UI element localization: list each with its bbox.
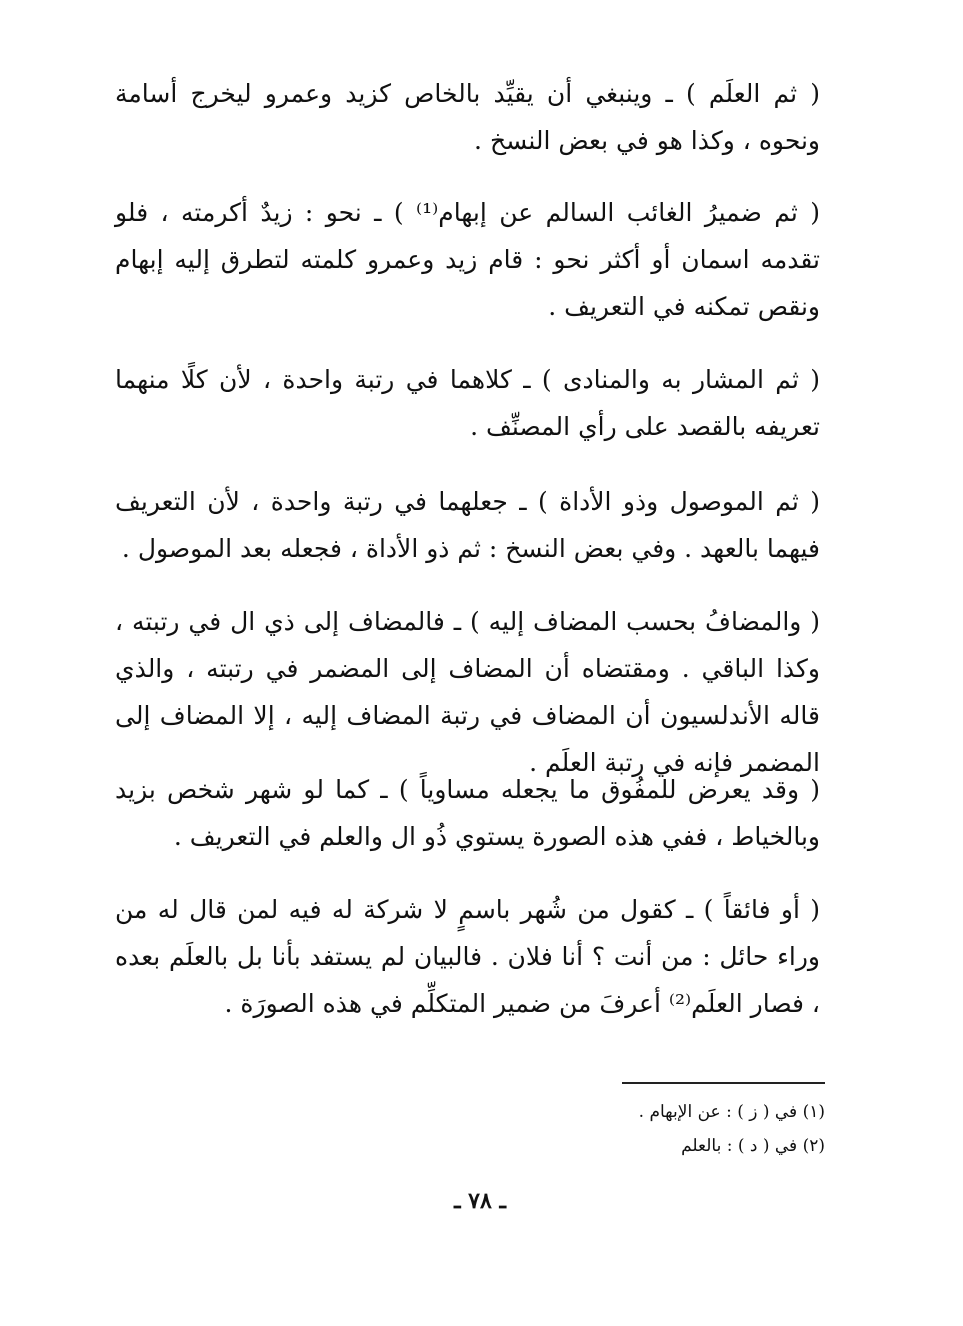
- paragraph-mawsul-adat: ( ثم الموصول وذو الأداة ) ـ جعلهما في رتبة واحدة ، لأن التعريف فيهما بالعهد . وفي بعض النسخ : ثم ذو الأداة ، فجعله بعد الموصول .: [115, 487, 820, 563]
- paragraph-alam: ( ثم العلَم ) ـ وينبغي أن يقيِّد بالخاص كزيد وعمرو ليخرج أسامة ونحوه ، وكذا هو في بعض النسخ .: [115, 79, 820, 155]
- paragraph-damir-ghaib: ( ثم ضميرُ الغائب السالم عن إبهام⁽¹⁾ ) ـ نحو : زيدٌ أكرمته ، فلو تقدمه اسمان أو أكثر نحو : قام زيد وعمرو كلمته لتطرق إليه إبهام ونقص تمكنه في التعريف .: [115, 198, 820, 321]
- paragraph-faiq: ( أو فائقاً ) ـ كقول من شُهر باسمٍ لا شركة له فيه لمن قال له من وراء حائل : من أنت ؟ أنا فلان . فالبيان لم يستفد بأنا بل بالعلَم بعده ، فصار العلَم⁽²⁾ أعرفَ من ضمير المتكلِّم في هذه الصورَة .: [115, 895, 820, 1018]
- footnote-1: (١) في ( ز ) : عن الإبهام .: [638, 1102, 825, 1122]
- footnote-divider: [622, 1082, 825, 1084]
- paragraph-mafuq: ( وقد يعرض للمفُوق ما يجعله مساوياً ) ـ كما لو شهر شخص بزيد وبالخياط ، ففي هذه الصورة يستوي ذُو ال والعلم في التعريف .: [115, 775, 820, 851]
- paragraph-mushar-munada: ( ثم المشار به والمنادى ) ـ كلاهما في رتبة واحدة ، لأن كلًا منهما تعريفه بالقصد على رأي المصنِّف .: [115, 365, 820, 441]
- page-number: ـ ٧٨ ـ: [454, 1188, 506, 1214]
- footnote-2: (٢) في ( د ) : بالعلم: [681, 1136, 825, 1156]
- paragraph-mudaf: ( والمضافُ بحسب المضاف إليه ) ـ فالمضاف إلى ذي ال في رتبته ، وكذا الباقي . ومقتضاه أن المضاف إلى المضمر في رتبته ، والذي قاله الأندلسيون أن المضاف في رتبة المضاف إليه ، إلا المضاف إلى المضمر فإنه في رتبة العلَم .: [115, 607, 820, 777]
